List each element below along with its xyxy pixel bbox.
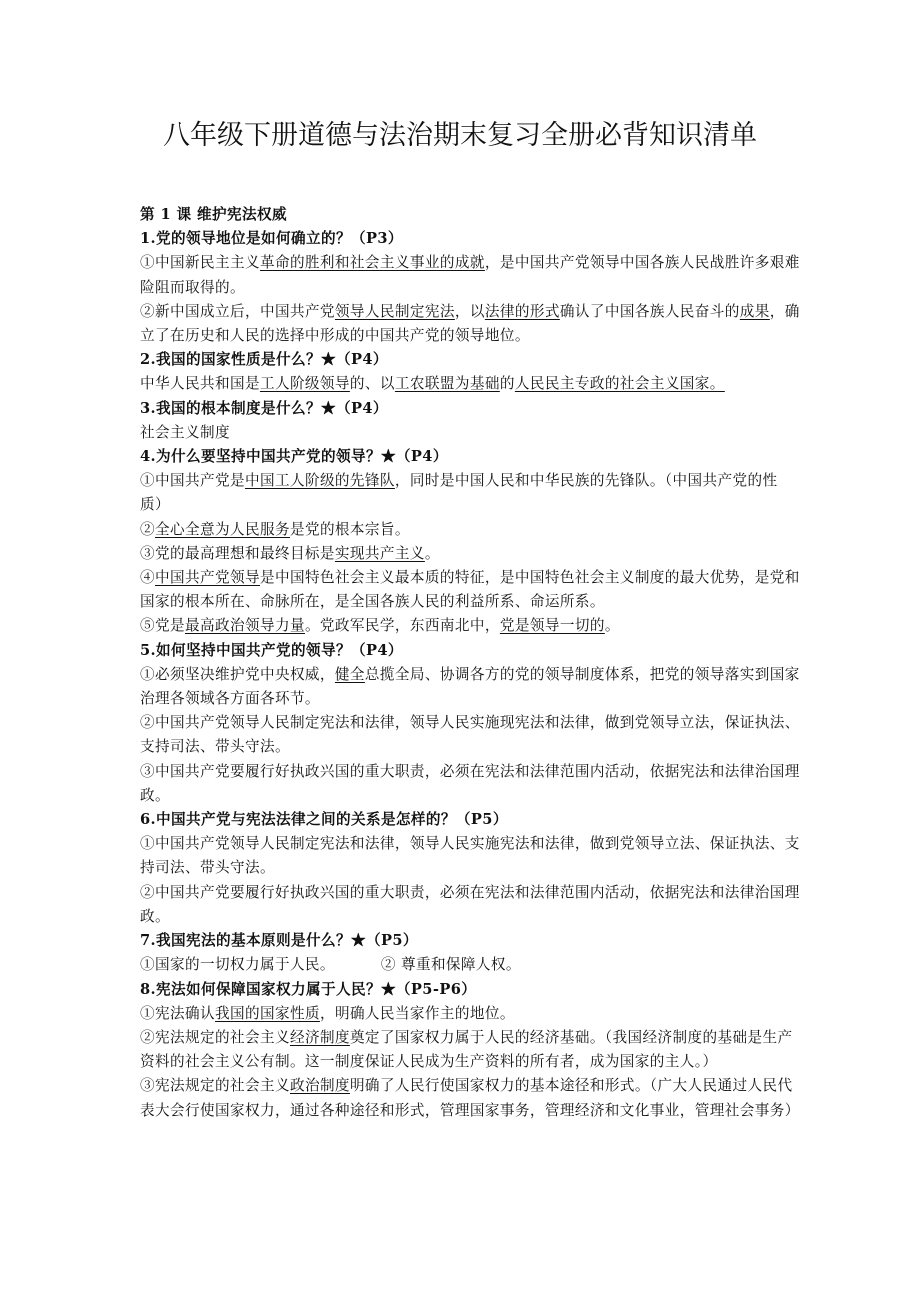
- underlined-key-phrase: 中国共产党领导: [155, 569, 260, 587]
- principle-2: ② 尊重和保障人权。: [380, 956, 521, 974]
- question-5-answer-1: [140, 663, 800, 711]
- underlined-key-phrase: 我国的国家性质: [214, 1004, 320, 1022]
- text-segment: ⑤党是: [140, 617, 185, 635]
- text-segment: ①宪法确认: [140, 1004, 215, 1022]
- text-segment: ，确立了在历史和人民的选择中形成的中国共产党的领导地位。: [140, 302, 800, 345]
- question-4-answer-5: [140, 614, 800, 638]
- page-title: 八年级下册道德与法治期末复习全册必背知识清单: [163, 120, 757, 151]
- text-segment: 。: [424, 544, 440, 562]
- question-2-answer-1: [140, 372, 800, 396]
- text-segment: ①中国新民主主义: [140, 254, 260, 272]
- text-segment: 是党的根本宗旨。: [289, 520, 410, 538]
- underlined-key-phrase: 政治制度: [289, 1077, 350, 1095]
- underlined-key-phrase: 人民民主专政的社会主义国家。: [514, 375, 725, 393]
- question-8-answer-2: [140, 1026, 800, 1074]
- question-7-title: 7.我国宪法的基本原则是什么？★（P5）: [140, 932, 418, 950]
- text-segment: ①中国共产党是: [140, 472, 245, 490]
- text-segment: 。党政军民学，东西南北中，: [304, 617, 500, 635]
- text-segment: ，是中国共产党领导中国各族人民战胜许多艰难险阻而取得的。: [140, 254, 800, 296]
- underlined-key-phrase: 全心全意为人民服务: [155, 520, 290, 538]
- question-4-answer-2: [140, 518, 800, 542]
- text-segment: ②宪法规定的社会主义: [140, 1028, 290, 1046]
- underlined-key-phrase: 党是领导一切的: [499, 617, 605, 635]
- text-segment: ①必须坚决维护党中央权威，: [140, 665, 335, 683]
- underlined-key-phrase: 革命的胜利和社会主义事业的成就: [259, 254, 485, 272]
- underlined-key-phrase: 健全: [334, 665, 365, 683]
- question-1-title: 1.党的领导地位是如何确立的？（P3）: [140, 230, 403, 248]
- text-segment: 是中国特色社会主义最本质的特征，是中国特色社会主义制度的最大优势，是党和国家的根本所在、命脉所在，是全国各族人民的利益所系、命运所系。: [140, 569, 800, 611]
- question-5-answer-3: ③中国共产党要履行好执政兴国的重大职责，必须在宪法和法律范围内活动，依据宪法和法律治国理政。: [140, 762, 800, 804]
- underlined-key-phrase: 最高政治领导力量: [184, 617, 305, 635]
- question-8-answer-3: [140, 1074, 800, 1122]
- text-segment: 总揽全局、协调各方的党的领导制度体系，把党的领导落实到国家治理各领域各方面各环节。: [140, 665, 800, 708]
- lesson-heading: 第 1 课 维护宪法权威: [140, 206, 287, 223]
- principle-1: ①国家的一切权力属于人民。: [140, 956, 335, 974]
- underlined-key-phrase: 工农联盟为基础: [394, 375, 500, 393]
- text-segment: 的: [499, 375, 515, 393]
- text-segment: 。: [604, 617, 620, 635]
- underlined-key-phrase: 经济制度: [289, 1028, 350, 1046]
- text-segment: 确认了中国各族人民奋斗的: [559, 302, 740, 320]
- question-3-answer-1: 社会主义制度: [140, 423, 230, 441]
- question-5-answer-2: ②中国共产党领导人民制定宪法和法律，领导人民实施现宪法和法律，做到党领导立法，保证执法、支持司法、带头守法。: [140, 714, 800, 756]
- text-segment: ，同时是中国人民和中华民族的先锋队。（中国共产党的性质）: [140, 472, 778, 514]
- question-8-title: 8.宪法如何保障国家权力属于人民？★（P5-P6）: [140, 980, 477, 998]
- underlined-key-phrase: 领导人民制定宪法: [334, 302, 455, 320]
- question-5-title: 5.如何坚持中国共产党的领导？（P4）: [140, 641, 403, 659]
- text-segment: ②新中国成立后，中国共产党: [140, 302, 335, 320]
- text-segment: 中华人民共和国是: [140, 375, 260, 393]
- underlined-key-phrase: 实现共产主义: [334, 544, 425, 562]
- question-2-title: 2.我国的国家性质是什么？★（P4）: [140, 351, 388, 369]
- question-8-answer-1: [140, 1002, 800, 1026]
- question-4-answer-3: [140, 542, 800, 566]
- question-6-title: 6.中国共产党与宪法法律之间的关系是怎样的？（P5）: [140, 811, 508, 829]
- question-4-answer-4: [140, 566, 800, 614]
- text-segment: 的、以: [349, 375, 395, 393]
- question-6-answer-2: ②中国共产党要履行好执政兴国的重大职责，必须在宪法和法律范围内活动，依据宪法和法律治国理政。: [140, 883, 800, 925]
- text-segment: ③党的最高理想和最终目标是: [140, 544, 335, 562]
- text-segment: ，明确人民当家作主的地位。: [319, 1004, 515, 1022]
- underlined-key-phrase: 工人阶级领导: [259, 375, 350, 393]
- underlined-key-phrase: 中国工人阶级的先锋队: [244, 472, 395, 490]
- question-1-answer-2: [140, 300, 800, 348]
- question-4-title: 4.为什么要坚持中国共产党的领导？★（P4）: [140, 448, 448, 466]
- question-6-answer-1: ①中国共产党领导人民制定宪法和法律，领导人民实施宪法和法律，做到党领导立法、保证执法、支持司法、带头守法。: [140, 835, 800, 877]
- question-1-answer-1: [140, 251, 800, 299]
- text-segment: ②: [140, 520, 155, 538]
- text-segment: 奠定了国家权力属于人民的经济基础。（我国经济制度的基础是生产资料的社会主义公有制。这一制度保证人民成为生产资料的所有者，成为国家的主人。）: [140, 1028, 793, 1071]
- text-segment: ，以: [454, 302, 485, 320]
- text-segment: ③宪法规定的社会主义: [140, 1077, 290, 1095]
- document-body: [140, 203, 800, 1123]
- underlined-key-phrase: 成果: [739, 302, 770, 320]
- underlined-key-phrase: 法律的形式: [484, 302, 560, 320]
- question-4-answer-1: [140, 469, 800, 517]
- text-segment: 明确了人民行使国家权力的基本途径和形式。（广大人民通过人民代表大会行使国家权力，通过各种途径和形式，管理国家事务，管理经济和文化事业，管理社会事务）: [140, 1077, 800, 1119]
- question-7-answers: [140, 953, 800, 977]
- text-segment: ④: [140, 569, 155, 587]
- question-3-title: 3.我国的根本制度是什么？★（P4）: [140, 399, 388, 417]
